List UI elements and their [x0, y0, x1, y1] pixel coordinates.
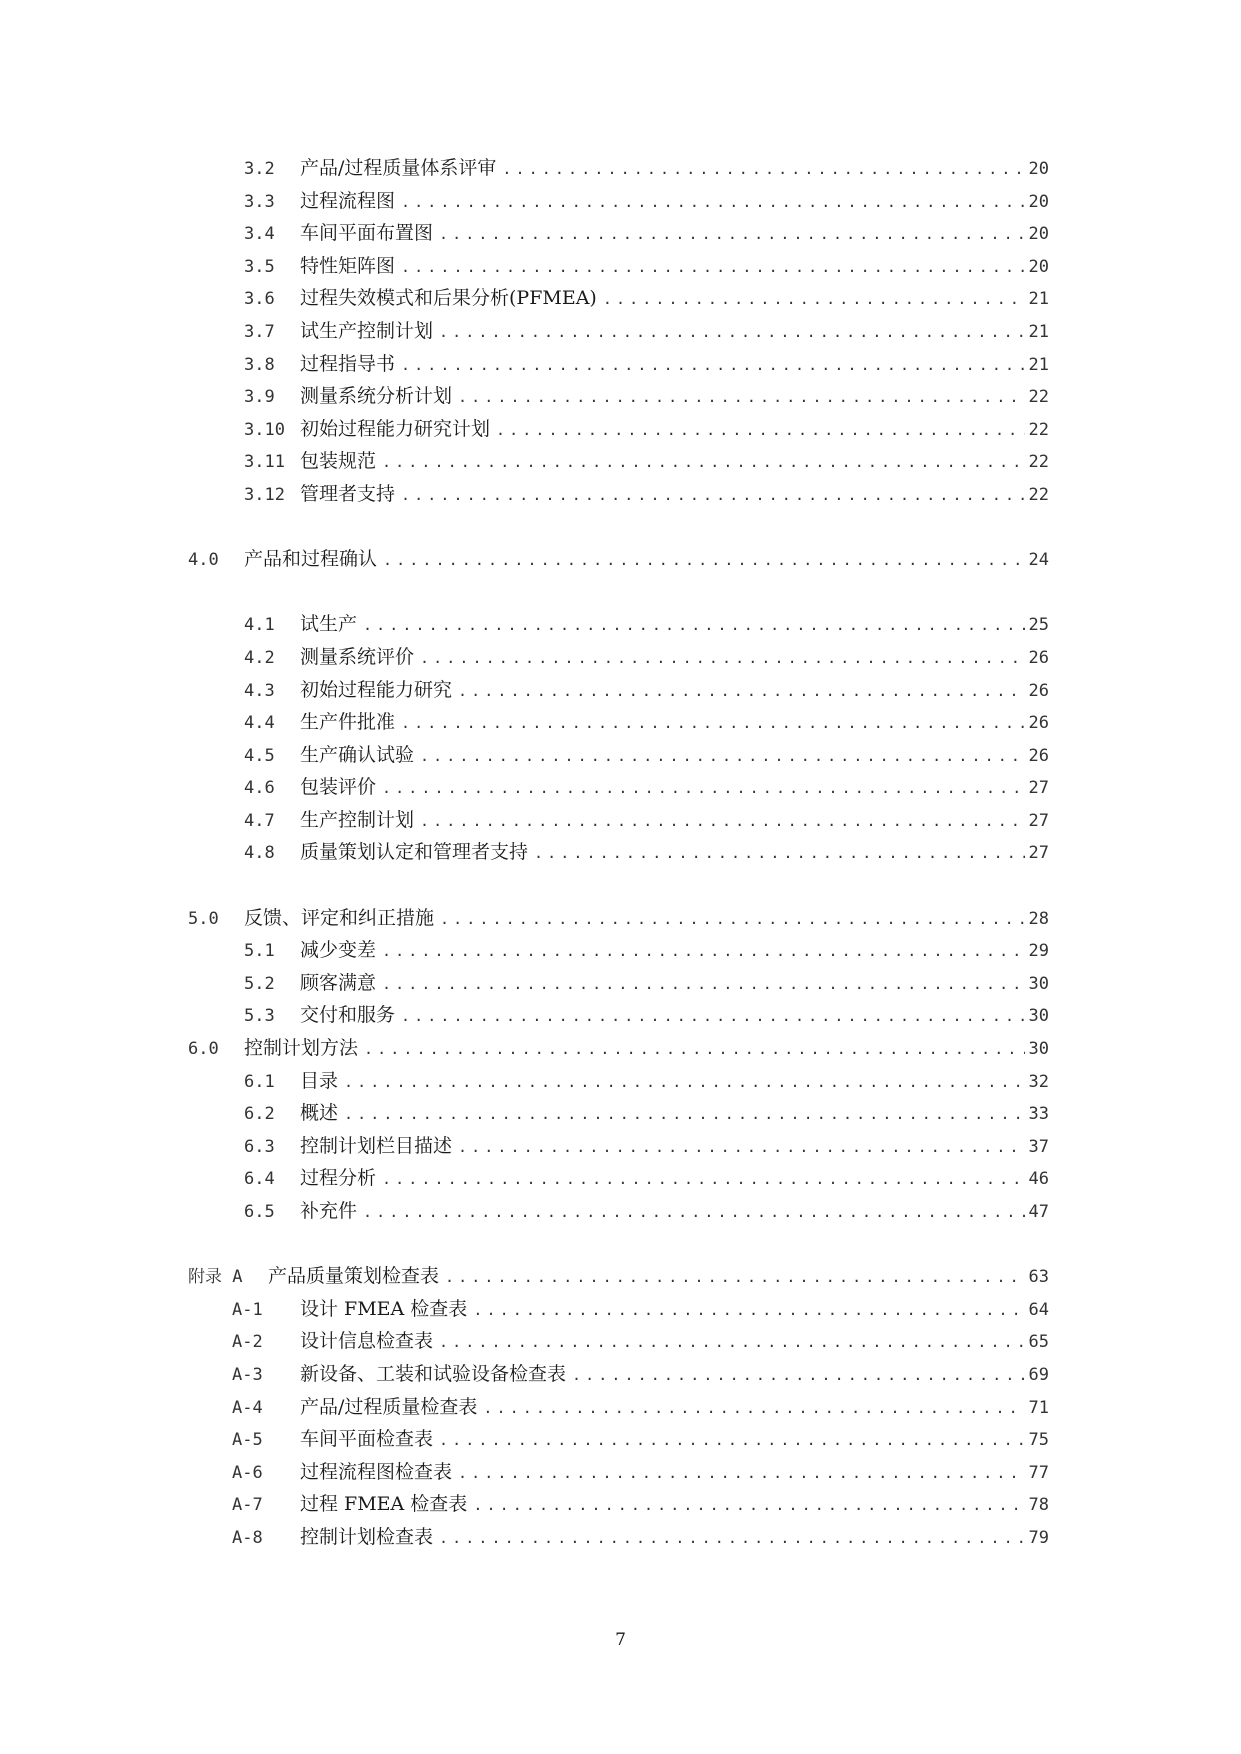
- toc-entry-page: 22: [1028, 387, 1049, 408]
- toc-entry-page: 20: [1028, 191, 1049, 212]
- toc-entry-number: 4.6: [244, 778, 275, 799]
- toc-entry[interactable]: [188, 543, 1049, 576]
- toc-entry-number: A-8: [232, 1527, 263, 1548]
- toc-entry-number: 3.6: [244, 289, 275, 310]
- toc-entry[interactable]: [188, 836, 1049, 869]
- dot-leader: [364, 1033, 1025, 1066]
- dot-leader: [344, 1066, 1025, 1099]
- dot-leader: [502, 153, 1024, 186]
- toc-entry-number: 3.7: [244, 321, 275, 342]
- dot-leader: [382, 772, 1025, 805]
- toc-entry[interactable]: [188, 445, 1049, 478]
- toc-entry-title: 控制计划检查表: [300, 1525, 434, 1548]
- dot-leader: [382, 935, 1025, 968]
- toc-entry-title: 控制计划栏目描述: [300, 1134, 453, 1157]
- toc-entry-title: 过程 FMEA 检查表: [300, 1493, 468, 1516]
- toc-entry[interactable]: [188, 1423, 1049, 1456]
- toc-entry-number: 4.4: [244, 713, 275, 734]
- dot-leader: [420, 740, 1025, 773]
- toc-entry[interactable]: [188, 1260, 1049, 1293]
- toc-spacer: [188, 511, 1049, 544]
- dot-leader: [603, 283, 1025, 316]
- toc-entry[interactable]: [188, 1293, 1049, 1326]
- toc-entry-number: A-1: [232, 1299, 263, 1320]
- toc-entry[interactable]: [188, 967, 1049, 1000]
- toc-entry[interactable]: [188, 1325, 1049, 1358]
- toc-entry-page: 78: [1028, 1495, 1049, 1516]
- toc-entry-page: 21: [1028, 289, 1049, 310]
- dot-leader: [483, 1392, 1024, 1425]
- dot-leader: [363, 1196, 1025, 1229]
- toc-entry-title: 概述: [300, 1102, 339, 1125]
- dot-leader: [439, 316, 1025, 349]
- toc-entry-title: 交付和服务: [300, 1004, 396, 1027]
- toc-entry[interactable]: [188, 1488, 1049, 1521]
- toc-entry-title: 设计 FMEA 检查表: [300, 1297, 468, 1320]
- dot-leader: [382, 1163, 1025, 1196]
- toc-entry[interactable]: [188, 1097, 1049, 1130]
- toc-entry-page: 75: [1028, 1430, 1049, 1451]
- toc-entry-title: 产品/过程质量体系评审: [300, 157, 497, 179]
- dot-leader: [440, 903, 1025, 936]
- toc-entry-title: 过程分析: [300, 1167, 377, 1190]
- toc-entry[interactable]: [188, 152, 1049, 185]
- toc-entry-title: 初始过程能力研究: [300, 678, 453, 701]
- toc-entry-title: 测量系统分析计划: [300, 385, 453, 408]
- dot-leader: [534, 837, 1025, 870]
- toc-entry-title: 初始过程能力研究计划: [300, 417, 491, 440]
- toc-entry[interactable]: [188, 1358, 1049, 1391]
- toc-entry-title: 试生产: [300, 613, 358, 636]
- dot-leader: [401, 349, 1025, 382]
- toc-entry-title: 产品/过程质量检查表: [300, 1395, 478, 1418]
- toc-entry[interactable]: [188, 250, 1049, 283]
- toc-entry-title: 过程失效模式和后果分析(PFMEA): [300, 287, 597, 310]
- toc-entry-page: 65: [1028, 1332, 1049, 1353]
- toc-entry[interactable]: [188, 217, 1049, 250]
- toc-entry-title: 产品和过程确认: [244, 548, 378, 571]
- toc-entry-page: 33: [1028, 1104, 1049, 1125]
- toc-entry-page: 20: [1028, 159, 1049, 179]
- toc-entry-number: 3.8: [244, 354, 275, 375]
- toc-entry-number: 3.4: [244, 224, 275, 245]
- toc-spacer: [188, 869, 1049, 902]
- toc-spacer: [188, 1228, 1049, 1261]
- toc-entry-number: A-6: [232, 1462, 263, 1483]
- toc-entry-title: 过程指导书: [300, 352, 396, 375]
- toc-entry[interactable]: [188, 1162, 1049, 1195]
- toc-entry-number: 3.2: [244, 159, 275, 179]
- toc-entry-page: 26: [1028, 745, 1049, 766]
- dot-leader: [382, 968, 1025, 1001]
- toc-entry[interactable]: [188, 804, 1049, 837]
- dot-leader: [445, 1261, 1025, 1294]
- dot-leader: [382, 446, 1025, 479]
- toc-entry[interactable]: [188, 706, 1049, 739]
- toc-entry-number: A-2: [232, 1332, 263, 1353]
- toc-entry-page: 21: [1028, 354, 1049, 375]
- toc-entry-title: 生产控制计划: [300, 808, 415, 831]
- toc-entry[interactable]: [188, 1032, 1049, 1065]
- toc-entry-number: A-4: [232, 1397, 263, 1418]
- toc-entry[interactable]: [188, 1130, 1049, 1163]
- toc-entry-number: A-7: [232, 1495, 263, 1516]
- toc-entry[interactable]: [188, 185, 1049, 218]
- toc-entry-page: 28: [1028, 908, 1049, 929]
- toc-entry-number: 3.11: [244, 452, 285, 473]
- table-of-contents: [188, 152, 1049, 1554]
- toc-spacer: [188, 576, 1049, 609]
- toc-entry-number: 3.12: [244, 484, 285, 505]
- toc-entry[interactable]: [188, 413, 1049, 446]
- toc-entry-title: 测量系统评价: [300, 645, 415, 668]
- toc-entry-number: 附录 A: [188, 1267, 243, 1288]
- dot-leader: [458, 1131, 1025, 1164]
- toc-entry[interactable]: [188, 674, 1049, 707]
- toc-entry-page: 27: [1028, 778, 1049, 799]
- toc-entry[interactable]: [188, 608, 1049, 641]
- toc-entry-title: 控制计划方法: [244, 1037, 359, 1060]
- toc-entry-page: 26: [1028, 647, 1049, 668]
- toc-entry-number: 4.8: [244, 843, 275, 864]
- toc-entry-page: 21: [1028, 321, 1049, 342]
- dot-leader: [439, 1424, 1025, 1457]
- dot-leader: [496, 414, 1025, 447]
- toc-entry-page: 25: [1028, 615, 1049, 636]
- toc-entry-page: 27: [1028, 843, 1049, 864]
- toc-entry-title: 车间平面检查表: [300, 1428, 434, 1451]
- toc-entry-page: 20: [1028, 256, 1049, 277]
- toc-entry-page: 71: [1028, 1397, 1049, 1418]
- dot-leader: [458, 381, 1025, 414]
- toc-entry-number: 3.3: [244, 191, 275, 212]
- dot-leader: [439, 218, 1025, 251]
- toc-entry-page: 69: [1028, 1364, 1049, 1385]
- toc-entry-title: 质量策划认定和管理者支持: [300, 841, 529, 864]
- toc-entry-title: 特性矩阵图: [300, 254, 396, 277]
- toc-entry-page: 22: [1028, 452, 1049, 473]
- toc-entry-page: 20: [1028, 224, 1049, 245]
- toc-entry-title: 过程流程图检查表: [300, 1460, 453, 1483]
- dot-leader: [383, 544, 1025, 577]
- dot-leader: [473, 1489, 1024, 1522]
- dot-leader: [458, 1457, 1025, 1490]
- toc-entry-number: 6.1: [244, 1071, 275, 1092]
- toc-entry-number: A-3: [232, 1364, 263, 1385]
- toc-entry-page: 77: [1028, 1462, 1049, 1483]
- toc-entry-page: 30: [1028, 973, 1049, 994]
- toc-entry-number: 5.1: [244, 941, 275, 962]
- dot-leader: [401, 479, 1025, 512]
- toc-entry-number: 4.2: [244, 647, 275, 668]
- toc-entry-title: 新设备、工装和试验设备检查表: [300, 1362, 567, 1385]
- toc-entry-page: 26: [1028, 713, 1049, 734]
- toc-entry-title: 补充件: [300, 1200, 358, 1222]
- toc-entry-title: 试生产控制计划: [300, 319, 434, 342]
- toc-entry-number: 4.7: [244, 810, 275, 831]
- dot-leader: [401, 1000, 1025, 1033]
- dot-leader: [401, 707, 1025, 740]
- toc-entry[interactable]: [188, 739, 1049, 772]
- toc-entry-page: 29: [1028, 941, 1049, 962]
- toc-entry-page: 26: [1028, 680, 1049, 701]
- toc-entry-page: 37: [1028, 1136, 1049, 1157]
- toc-entry[interactable]: [188, 282, 1049, 315]
- toc-entry-title: 过程流程图: [300, 189, 396, 212]
- toc-entry[interactable]: [188, 1521, 1049, 1554]
- toc-entry[interactable]: [188, 1391, 1049, 1424]
- dot-leader: [420, 805, 1025, 838]
- toc-entry-number: 6.4: [244, 1169, 275, 1190]
- dot-leader: [458, 675, 1025, 708]
- dot-leader: [473, 1294, 1024, 1327]
- toc-entry-title: 反馈、评定和纠正措施: [244, 906, 435, 929]
- toc-entry[interactable]: [188, 478, 1049, 511]
- toc-entry-title: 管理者支持: [300, 482, 396, 505]
- toc-entry-number: 4.3: [244, 680, 275, 701]
- toc-entry-title: 目录: [300, 1069, 339, 1092]
- toc-entry-number: 4.1: [244, 615, 275, 636]
- toc-entry-number: 6.0: [188, 1039, 219, 1060]
- toc-entry[interactable]: [188, 934, 1049, 967]
- toc-entry-page: 22: [1028, 484, 1049, 505]
- dot-leader: [363, 609, 1025, 642]
- toc-entry-page: 30: [1028, 1039, 1049, 1060]
- toc-entry-number: 6.3: [244, 1136, 275, 1157]
- toc-entry[interactable]: [188, 1456, 1049, 1489]
- toc-entry-title: 车间平面布置图: [300, 222, 434, 245]
- toc-entry-page: 79: [1028, 1527, 1049, 1548]
- toc-entry-title: 生产确认试验: [300, 743, 415, 766]
- toc-entry-number: 3.5: [244, 256, 275, 277]
- toc-entry-title: 设计信息检查表: [300, 1330, 434, 1353]
- dot-leader: [439, 1522, 1025, 1555]
- dot-leader: [344, 1098, 1025, 1131]
- toc-entry-number: 5.0: [188, 908, 219, 929]
- toc-entry[interactable]: [188, 1065, 1049, 1098]
- toc-entry-number: 5.3: [244, 1006, 275, 1027]
- toc-entry-page: 47: [1028, 1202, 1049, 1222]
- toc-entry-number: 3.9: [244, 387, 275, 408]
- dot-leader: [420, 642, 1025, 675]
- toc-entry-page: 22: [1028, 419, 1049, 440]
- toc-entry[interactable]: [188, 380, 1049, 413]
- toc-entry-number: 4.0: [188, 550, 219, 571]
- toc-entry-page: 64: [1028, 1299, 1049, 1320]
- toc-entry-title: 产品质量策划检查表: [268, 1265, 440, 1288]
- toc-entry-page: 63: [1028, 1267, 1049, 1288]
- toc-entry[interactable]: [188, 771, 1049, 804]
- toc-entry-title: 包装规范: [300, 450, 377, 473]
- toc-entry[interactable]: [188, 1195, 1049, 1228]
- toc-entry-title: 生产件批准: [300, 711, 396, 734]
- dot-leader: [401, 186, 1025, 219]
- toc-entry[interactable]: [188, 999, 1049, 1032]
- dot-leader: [439, 1326, 1025, 1359]
- toc-entry-number: 5.2: [244, 973, 275, 994]
- toc-entry-page: 46: [1028, 1169, 1049, 1190]
- toc-entry-page: 30: [1028, 1006, 1049, 1027]
- toc-entry-title: 减少变差: [300, 939, 377, 962]
- toc-entry-number: 4.5: [244, 745, 275, 766]
- dot-leader: [401, 251, 1025, 284]
- toc-entry-number: 3.10: [244, 419, 285, 440]
- page-number: 7: [615, 1630, 626, 1650]
- toc-entry-title: 包装评价: [300, 776, 377, 799]
- toc-entry[interactable]: [188, 315, 1049, 348]
- toc-entry-page: 24: [1028, 550, 1049, 571]
- toc-entry-number: 6.2: [244, 1104, 275, 1125]
- toc-entry[interactable]: [188, 348, 1049, 381]
- toc-entry-number: A-5: [232, 1430, 263, 1451]
- toc-entry-title: 顾客满意: [300, 971, 377, 994]
- toc-entry-number: 6.5: [244, 1202, 275, 1222]
- dot-leader: [572, 1359, 1025, 1392]
- toc-entry[interactable]: [188, 902, 1049, 935]
- toc-entry-page: 27: [1028, 810, 1049, 831]
- toc-entry[interactable]: [188, 641, 1049, 674]
- toc-entry-page: 32: [1028, 1071, 1049, 1092]
